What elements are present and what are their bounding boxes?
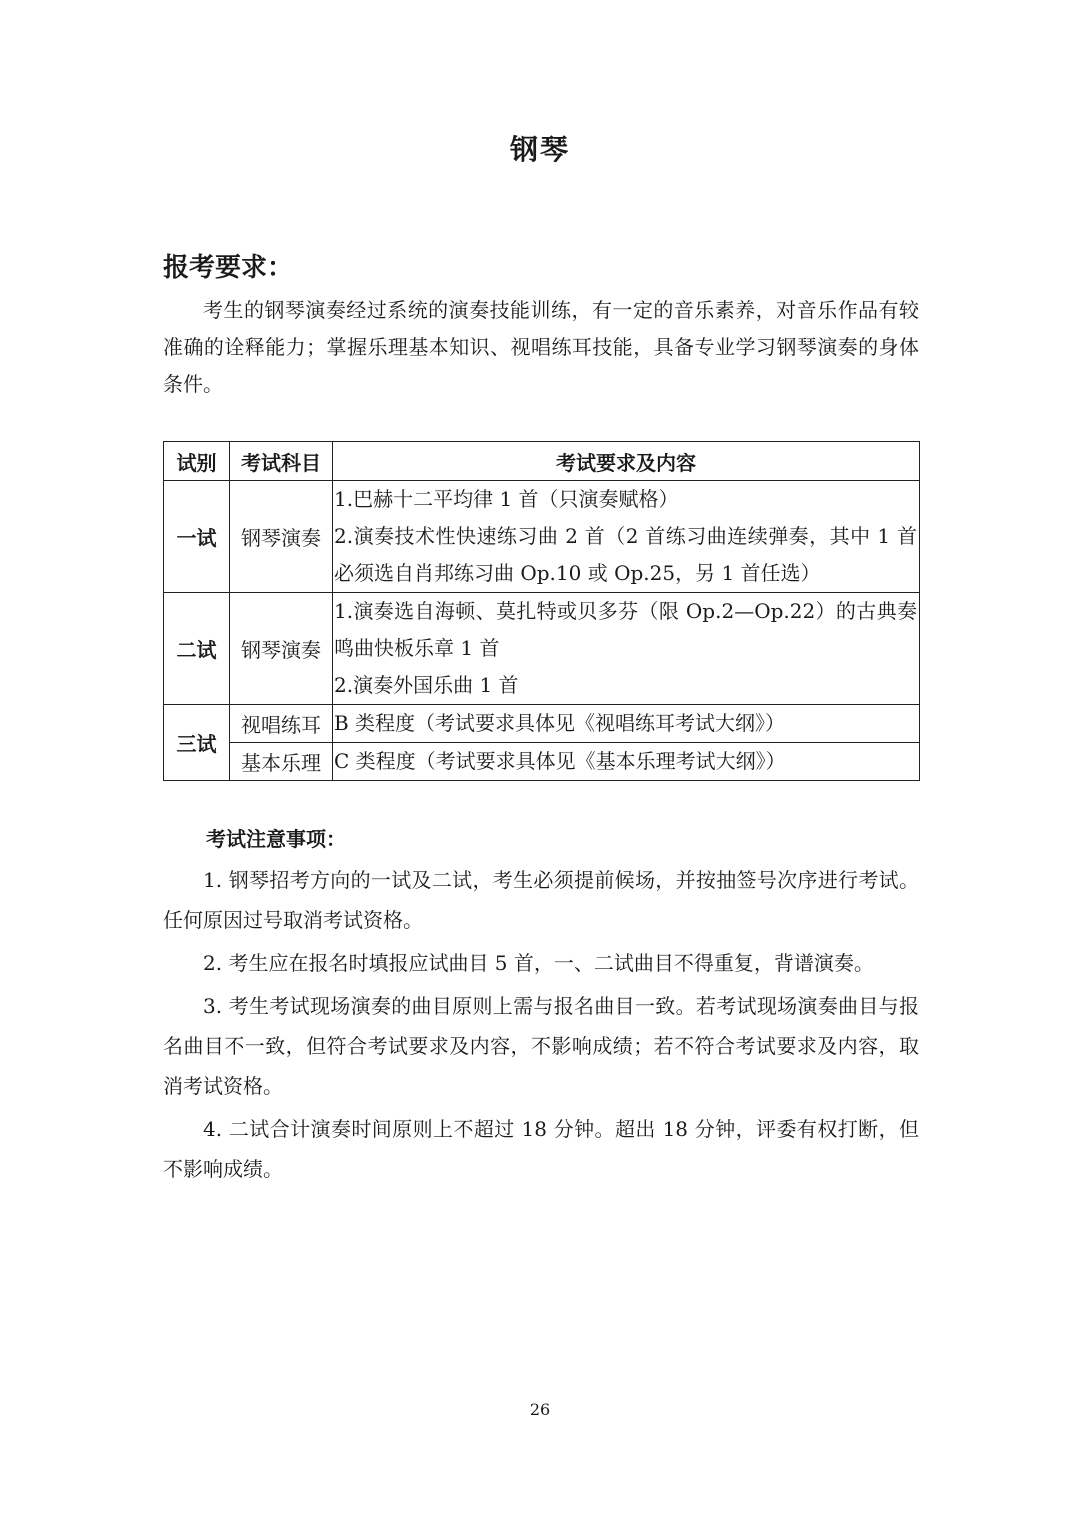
round-cell: 一试 [164, 481, 230, 593]
content-cell: B 类程度（考试要求具体见《视唱练耳考试大纲》） [333, 705, 920, 743]
header-subject: 考试科目 [230, 442, 333, 481]
content-cell [333, 481, 920, 593]
page-title: 钢琴 [509, 133, 570, 166]
notes-list [163, 860, 919, 1192]
round-cell: 二试 [164, 593, 230, 705]
content-line: 2.演奏技术性快速练习曲 2 首（2 首练习曲连续弹奏，其中 1 首必须选自肖邦练习曲 Op.10 或 Op.25，另 1 首任选） [334, 524, 917, 585]
table-header-row [164, 442, 920, 481]
content-line: 1.巴赫十二平均律 1 首（只演奏赋格） [334, 487, 679, 511]
subject-cell: 视唱练耳 [230, 705, 333, 743]
section-heading: 报考要求： [163, 253, 294, 283]
table-row [164, 593, 920, 705]
subject-cell: 钢琴演奏 [230, 481, 333, 593]
subject-cell: 钢琴演奏 [230, 593, 333, 705]
content-line: 1.演奏选自海顿、莫扎特或贝多芬（限 Op.2—Op.22）的古典奏鸣曲快板乐章 1 首 [334, 599, 917, 660]
table-row [164, 743, 920, 781]
table-row [164, 705, 920, 743]
table-row [164, 481, 920, 593]
content-cell [333, 593, 920, 705]
subject-cell: 基本乐理 [230, 743, 333, 781]
notes-heading: 考试注意事项： [206, 827, 346, 851]
round-cell: 三试 [164, 705, 230, 781]
content-cell: C 类程度（考试要求具体见《基本乐理考试大纲》） [333, 743, 920, 781]
exam-requirements-table [163, 441, 920, 781]
note-item: 2. 考生应在报名时填报应试曲目 5 首，一、二试曲目不得重复，背谱演奏。 [203, 951, 874, 975]
note-item: 3. 考生考试现场演奏的曲目原则上需与报名曲目一致。若考试现场演奏曲目与报名曲目不一致，但符合考试要求及内容，不影响成绩；若不符合考试要求及内容，取消考试资格。 [163, 994, 919, 1098]
header-round: 试别 [164, 442, 230, 481]
note-item: 1. 钢琴招考方向的一试及二试，考生必须提前候场，并按抽签号次序进行考试。任何原因过号取消考试资格。 [163, 868, 919, 932]
page-number: 26 [529, 1400, 551, 1419]
note-item: 4. 二试合计演奏时间原则上不超过 18 分钟。超出 18 分钟，评委有权打断，但不影响成绩。 [163, 1117, 919, 1181]
intro-paragraph: 考生的钢琴演奏经过系统的演奏技能训练，有一定的音乐素养，对音乐作品有较准确的诠释能力；掌握乐理基本知识、视唱练耳技能，具备专业学习钢琴演奏的身体条件。 [163, 298, 919, 396]
content-line: 2.演奏外国乐曲 1 首 [334, 673, 519, 697]
header-content: 考试要求及内容 [333, 442, 920, 481]
